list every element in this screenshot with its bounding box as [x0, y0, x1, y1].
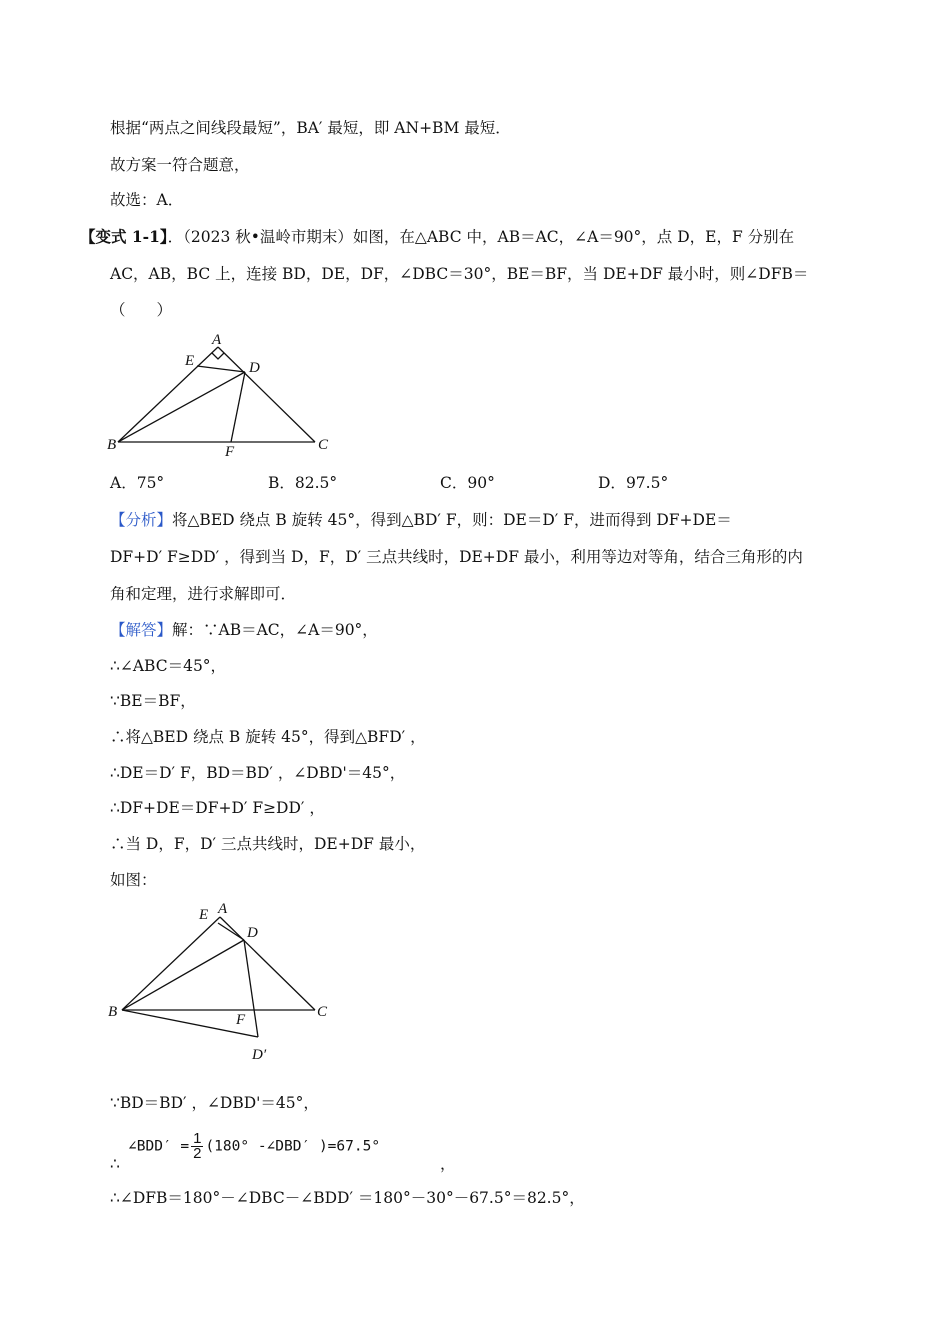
- text-line-1: 根据“两点之间线段最短”，BA′ 最短，即 AN+BM 最短．: [110, 119, 511, 137]
- label-e2: E: [199, 907, 209, 923]
- problem-tag: 【变式 1-1】: [80, 227, 168, 246]
- label-b2: B: [108, 1004, 118, 1020]
- text-line-2: 故方案一符合题意，: [110, 156, 250, 174]
- answer-line-1: 【解答】解：∵AB＝AC，∠A＝90°，: [110, 621, 378, 639]
- step-8: ∵BD＝BD′ ，∠DBD'＝45°，: [110, 1094, 319, 1112]
- label-e: E: [185, 353, 195, 369]
- step-2: ∵BE＝BF，: [110, 692, 196, 710]
- figure-triangle-abc: [100, 328, 340, 463]
- problem-line-2: AC，AB，BC 上，连接 BD，DE，DF，∠DBC＝30°，BE＝BF，当 DE+DF 最小时，则∠DFB＝: [110, 265, 809, 283]
- formula: ∠BDD′ = $\frac{1}{2}$ (180° -∠DBD′ )=67.5°: [128, 1130, 381, 1162]
- problem-title: [80, 227, 794, 247]
- label-a2: A: [218, 901, 228, 917]
- analysis-tag: 【分析】: [110, 511, 173, 529]
- label-d-prime: D′: [252, 1047, 267, 1063]
- fraction-half: $\frac{1}{2}$: [193, 1130, 202, 1162]
- step-1: ∴∠ABC＝45°，: [110, 657, 227, 675]
- step-10: ∴∠DFB＝180°－∠DBC－∠BDD′ ＝180°－30°－67.5°＝82.5°，: [110, 1189, 585, 1207]
- option-d: D．97.5°: [598, 474, 669, 492]
- analysis-line-2: DF+D′ F≥DD′ ，得到当 D，F，D′ 三点共线时，DE+DF 最小，利用等边对等角，结合三角形的内: [110, 548, 803, 566]
- problem-text: ．（2023 秋•温岭市期末）如图，在△ABC 中，AB＝AC，∠A＝90°，点 D，E，F 分别在: [167, 228, 795, 246]
- label-c: C: [318, 437, 329, 453]
- analysis-line-3: 角和定理，进行求解即可．: [110, 585, 297, 603]
- step-4: ∴DE＝D′ F，BD＝BD′ ，∠DBD'＝45°，: [110, 764, 406, 782]
- label-f2: F: [236, 1012, 246, 1028]
- option-a: A．75°: [110, 474, 165, 492]
- answer-tag: 【解答】: [110, 621, 173, 639]
- text-line-3: 故选：A．: [110, 191, 184, 209]
- analysis-line-1: 【分析】将△BED 绕点 B 旋转 45°，得到△BD′ F，则：DE＝D′ F，进而得到 DF+DE＝: [110, 511, 732, 529]
- problem-line-3: （ ）: [110, 301, 173, 319]
- step-6: ∴当 D，F，D′ 三点共线时，DE+DF 最小，: [110, 835, 426, 853]
- option-b: B．82.5°: [268, 474, 338, 492]
- label-d: D: [249, 360, 260, 376]
- label-a: A: [212, 332, 222, 348]
- label-c2: C: [317, 1004, 328, 1020]
- step-3: ∴将△BED 绕点 B 旋转 45°，得到△BFD′ ，: [110, 728, 426, 746]
- option-c: C．90°: [440, 474, 495, 492]
- label-d2: D: [247, 925, 258, 941]
- label-b: B: [107, 437, 117, 453]
- step-7: 如图：: [110, 871, 157, 889]
- label-f: F: [225, 444, 235, 460]
- figure-rotation: [100, 895, 350, 1070]
- step-5: ∴DF+DE＝DF+D′ F≥DD′ ，: [110, 799, 325, 817]
